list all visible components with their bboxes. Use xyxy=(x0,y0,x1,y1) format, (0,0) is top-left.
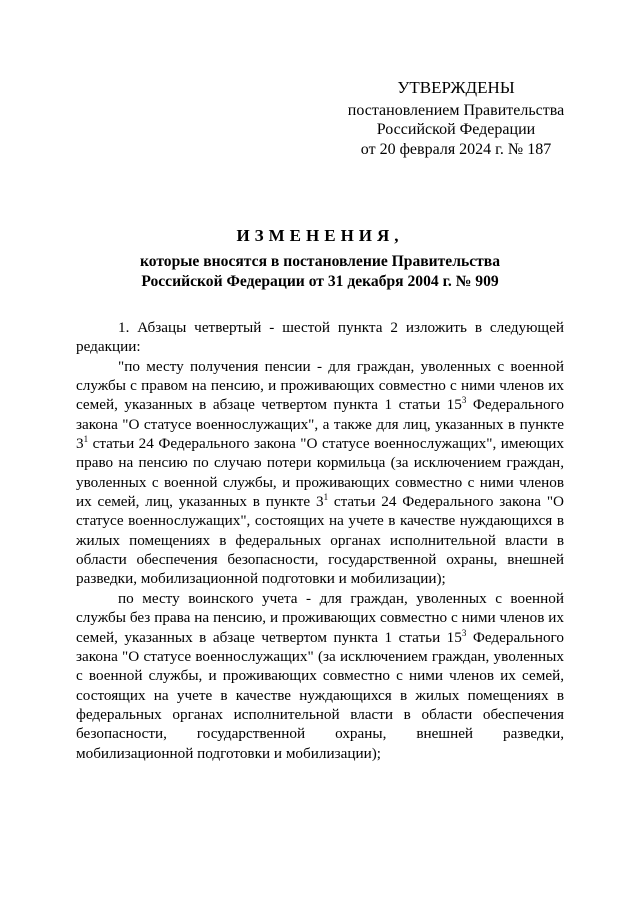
approval-line-2: Российской Федерации xyxy=(376,121,536,138)
superscript: 3 xyxy=(461,627,467,638)
document-body xyxy=(76,318,564,763)
approval-line-3: от 20 февраля 2024 г. № 187 xyxy=(360,140,552,158)
approval-block xyxy=(340,78,572,159)
paragraph-3 xyxy=(76,589,564,763)
document-title: ИЗМЕНЕНИЯ, xyxy=(236,226,404,245)
paragraph-2 xyxy=(76,357,564,589)
subtitle-line-1: которые вносятся в постановление Правительства xyxy=(139,253,501,270)
paragraph-1: 1. Абзацы четвертый - шестой пункта 2 изложить в следующей редакции: xyxy=(76,319,564,356)
subtitle-line-2: Российской Федерации от 31 декабря 2004 г. № 909 xyxy=(141,272,499,290)
paragraph-3-part-a: по месту воинского учета - для граждан, уволенных с военной службы без права на пенсию, и проживающих совместно с ними членов их семей, указанных в абзаце четвертом пункта 1 статьи 15 xyxy=(76,589,564,646)
paragraph-2-part-a: "по месту получения пенсии - для граждан, уволенных с военной службы с правом на пенсию, и проживающих совместно с ними членов их семей, указанных в абзаце четвертом пункта 1 статьи 15 xyxy=(76,357,564,414)
paragraph-2-part-b: Федерального закона "О статусе военнослужащих", а также для лиц, указанных в пункте 3 xyxy=(76,396,565,453)
document-subtitle xyxy=(60,252,580,291)
approval-heading: УТВЕРЖДЕНЫ xyxy=(397,78,515,97)
paragraph-3-part-b: Федерального закона "О статусе военнослужащих" (за исключением граждан, уволенных с военной службы, и проживающих совместно с ними членов их семей, состоящих на учете в качестве нуждающихся в жилых помещениях в федеральных органах исполнительной власти в области обеспечения безопасности, государственной охраны, внешней разведки, мобилизационной подготовки и мобилизации); xyxy=(76,628,565,762)
superscript: 3 xyxy=(461,395,467,406)
paragraph-2-part-c: статьи 24 Федерального закона "О статусе военнослужащих", имеющих право на пенсию по случаю потери кормильца (за исключением граждан, уволенных с военной службы, и проживающих совместно с ними членов их семей, лиц, указанных в пункте 3 xyxy=(76,435,564,511)
paragraph-2-part-d: статьи 24 Федерального закона "О статусе военнослужащих", состоящих на учете в качестве нуждающихся в жилых помещениях в федеральных органах исполнительной власти в области обеспечения безопасности, государственной охраны, внешней разведки, мобилизационной подготовки и мобилизации); xyxy=(76,493,564,588)
superscript: 1 xyxy=(323,492,329,503)
approval-line-1: постановлением Правительства xyxy=(347,101,565,119)
superscript: 1 xyxy=(83,434,89,445)
